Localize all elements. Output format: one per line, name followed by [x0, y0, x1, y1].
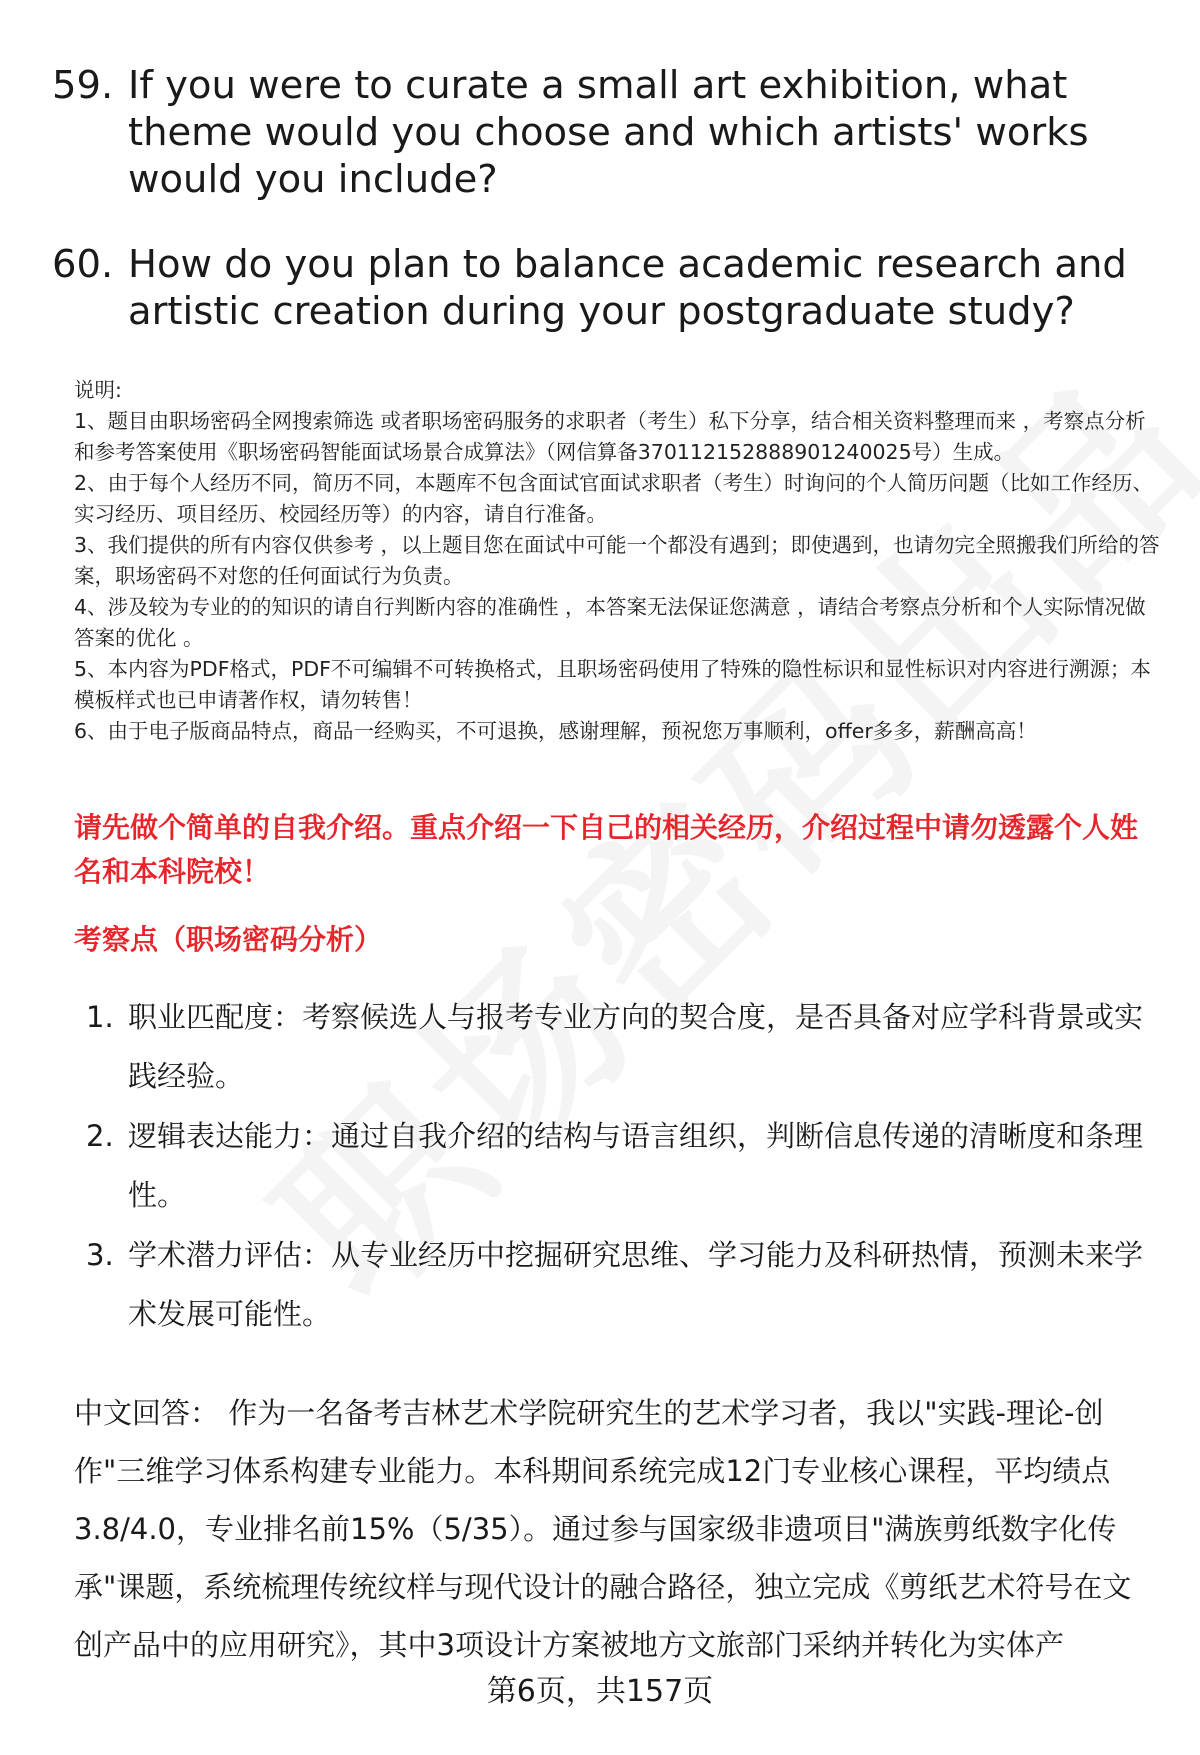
analysis-point — [74, 1226, 1154, 1344]
intro-question: 请先做个简单的自我介绍。重点介绍一下自己的相关经历，介绍过程中请勿透露个人姓名和本科院校！ — [74, 811, 1139, 888]
notes-heading: 说明: — [74, 378, 122, 402]
point-text: 学术潜力评估：从专业经历中挖掘研究思维、学习能力及科研热情，预测未来学术发展可能性。 — [128, 1238, 1144, 1331]
question-number: 59. — [52, 63, 114, 108]
notes-item: 2、由于每个人经历不同，简历不同，本题库不包含面试官面试求职者（考生）时询问的个人简历问题（比如工作经历、实习经历、项目经历、校园经历等）的内容，请自行准备。 — [74, 471, 1154, 526]
notes-section — [74, 375, 1164, 747]
page-footer: 第6页，共157页 — [486, 1674, 714, 1709]
notes-item: 4、涉及较为专业的的知识的请自行判断内容的准确性 ，本答案无法保证您满意 ，请结合考察点分析和个人实际情况做答案的优化 。 — [74, 595, 1146, 650]
point-text: 职业匹配度：考察候选人与报考专业方向的契合度，是否具备对应学科背景或实践经验。 — [128, 1000, 1144, 1093]
analysis-point — [74, 988, 1154, 1106]
point-number: 1. — [86, 1000, 114, 1034]
question-number: 60. — [52, 242, 114, 287]
notes-item: 1、题目由职场密码全网搜索筛选 或者职场密码服务的求职者（考生）私下分享，结合相关资料整理而来 ，考察点分析和参考答案使用《职场密码智能面试场景合成算法》（网信算备370112152888901240025号）生成。 — [74, 409, 1146, 464]
notes-item: 6、由于电子版商品特点，商品一经购买，不可退换，感谢理解，预祝您万事顺利，offer多多，薪酬高高！ — [74, 719, 1037, 743]
question-text: If you were to curate a small art exhibition, what theme would you choose and which artists' works would you include? — [128, 63, 1089, 202]
point-number: 3. — [86, 1238, 114, 1272]
question-60 — [52, 241, 1152, 335]
question-text: How do you plan to balance academic research and artistic creation during your postgraduate study? — [128, 242, 1127, 334]
question-59 — [52, 62, 1152, 203]
notes-item: 5、本内容为PDF格式，PDF不可编辑不可转换格式，且职场密码使用了特殊的隐性标识和显性标识对内容进行溯源；本模板样式也已申请著作权，请勿转售！ — [74, 657, 1151, 712]
analysis-point — [74, 1107, 1154, 1225]
analysis-heading: 考察点（职场密码分析） — [74, 923, 383, 956]
analysis-points-list — [74, 988, 1154, 1345]
point-number: 2. — [86, 1119, 114, 1153]
notes-item: 3、我们提供的所有内容仅供参考 ，以上题目您在面试中可能一个都没有遇到；即使遇到，也请勿完全照搬我们所给的答案，职场密码不对您的任何面试行为负责。 — [74, 533, 1160, 588]
point-text: 逻辑表达能力：通过自我介绍的结构与语言组织，判断信息传递的清晰度和条理性。 — [128, 1119, 1144, 1212]
answer-text: 中文回答： 作为一名备考吉林艺术学院研究生的艺术学习者，我以"实践-理论-创作"三维学习体系构建专业能力。本科期间系统完成12门专业核心课程，平均绩点3.8/4.0，专业排名前15%（5/35）。通过参与国家级非遗项目"满族剪纸数字化传承"课题，系统梳理传统纹样与现代设计的融合路径，独立完成《剪纸艺术符号在文创产品中的应用研究》，其中3项设计方案被地方文旅部门采纳并转化为实体产 — [74, 1396, 1132, 1662]
